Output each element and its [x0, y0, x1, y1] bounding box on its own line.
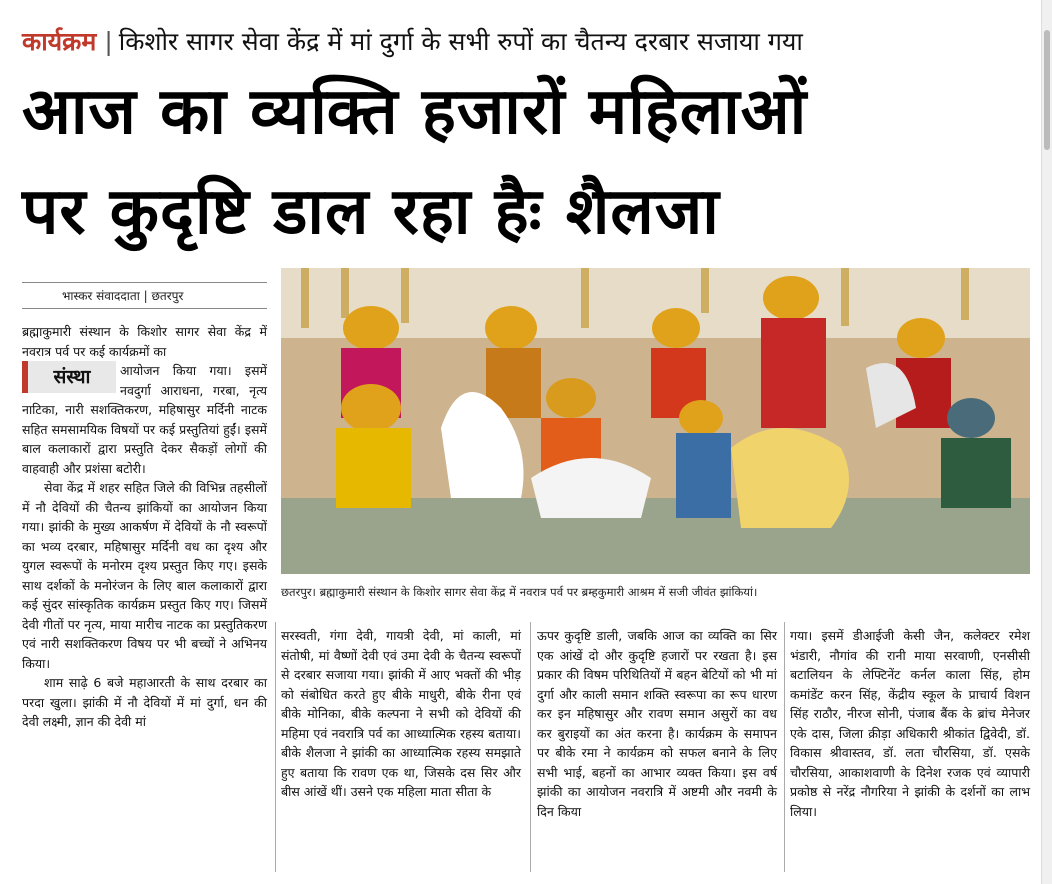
paragraph-2: सेवा केंद्र में शहर सहित जिले की विभिन्न तहसीलों में नौ देवियों की चैतन्य झांकियों का आयोजन किया गया। झांकी के मुख्य आकर्षण में देवियों के नौ स्वरूपों का भव्य दरबार, महिषासुर मर्दिनी वध का दृश्य और युगल स्वरूपों के मनोरम दृश्य प्रस्तुत किए गए। इसके साथ दर्शकों के मनोरंजन के लिए बाल कलाकारों द्वारा कई सुंदर सांस्कृतिक कार्यक्रम प्रस्तुत किए गए। जिसमें देवी गीतों पर नृत्य, माया मारीच नाटक का प्रस्तुतिकरण एवं नारी सशक्तिकरण विषय पर भी बच्चों ने अभिनय किया।: [22, 480, 267, 671]
event-photo: [281, 268, 1030, 574]
column-4-text: गया। इसमें डीआईजी केसी जैन, कलेक्टर रमेश भंडारी, नौगांव की रानी माया सरवाणी, एनसीसी बटालियन के लेफ्टिनेंट कर्नल काला सिंह, होम कमांडेंट करन सिंह, केंद्रीय स्कूल के प्राचार्य विशन सिंह राठौर, नीरज सोनी, पंजाब बैंक के ब्रांच मेनेजर एके दास, जिला क्रीड़ा अधिकारी श्रीकांत द्विवेदी, डॉ. विकास श्रीवास्तव, डॉ. लता चौरसिया, डॉ. एसके चौरसिया, आकाशवाणी के दिनेश रजक एवं व्यापारी प्रकोष्ठ से नरेंद्र नौगरिया ने झांकी के दर्शनों का लाभ लिया।: [790, 628, 1030, 819]
vertical-scrollbar[interactable]: [1041, 0, 1052, 884]
column-2-text: सरस्वती, गंगा देवी, गायत्री देवी, मां काली, मां संतोषी, मां वैष्णों देवी एवं उमा देवी के चैतन्य स्वरूपों से दरबार सजाया गया। झांकी में आए भक्तों की भीड़ को संबोधित करते हुए बीके माधुरी, बीके रीना एवं बीके मोनिका, बीके कल्पना ने सभी को देवियों की महिमा एवं नवरात्रि पर्व का आध्यात्मिक रहस्य बताया। बीके शैलजा ने झांकी का आध्यात्मिक रहस्य समझाते हुए बताया कि रावण एक था, जिसके दस सिर और बीस आंखें थीं। उसने एक महिला माता सीता के: [281, 628, 521, 799]
kicker: [22, 22, 1032, 62]
kicker-tag: कार्यक्रम: [22, 27, 97, 56]
headline-line-1: आज का व्यक्ति हजारों महिलाओं: [22, 75, 808, 149]
headline-line-2: पर कुदृष्टि डाल रहा हैः शैलजा: [22, 175, 720, 249]
article-column-2: [281, 626, 521, 802]
column-divider-2: [530, 622, 531, 872]
byline: भास्कर संवाददाता | छतरपुर: [22, 282, 267, 309]
article-column-3: [537, 626, 777, 821]
paragraph-1-lead: ब्रह्माकुमारी संस्थान के किशोर सागर सेवा केंद्र में नवरात्र पर्व पर कई कार्यक्रमों का: [22, 324, 267, 359]
column-divider-1: [275, 622, 276, 872]
scrollbar-thumb[interactable]: [1044, 30, 1050, 150]
article-column-1: [22, 322, 267, 732]
photo-caption: छतरपुर। ब्रह्माकुमारी संस्थान के किशोर सागर सेवा केंद्र में नवरात्र पर्व पर ब्रम्हकुमारी आश्रम में सजी जीवंत झांकियां।: [281, 585, 758, 599]
column-3-text: ऊपर कुदृष्टि डाली, जबकि आज का व्यक्ति का सिर एक आंखें दो और कुदृष्टि हजारों पर रखता है। इस प्रकार की विषम परिथितियों में बहन बेटियों को भी मां दुर्गा और काली समान शक्ति स्वरूपा का रूप धारण कर इन महिषासुर और रावण समान असुरों का वध कर बुराइयों का अंत करना है। कार्यक्रम के समापन पर बीके रमा ने कार्यक्रम को सफल बनाने के लिए सभी भाई, बहनों का आभार व्यक्त किया। इस वर्ष झांकी का आयोजन नवरात्रि में अष्टमी और नवमी के दिन किया: [537, 628, 777, 819]
paragraph-3: शाम साढ़े 6 बजे महाआरती के साथ दरबार का परदा खुला। झांकी में नौ देवियों में मां दुर्गा, धन की देवी लक्ष्मी, ज्ञान की देवी मां: [22, 675, 267, 729]
section-badge: संस्था: [22, 361, 116, 393]
kicker-text: किशोर सागर सेवा केंद्र में मां दुर्गा के सभी रुपों का चैतन्य दरबार सजाया गया: [118, 27, 803, 56]
column-divider-3: [784, 622, 785, 872]
photo-illustration: [281, 268, 1030, 574]
article-column-4: [790, 626, 1030, 821]
paragraph-1-rest: आयोजन किया गया। इसमें नवदुर्गा आराधना, गरबा, नृत्य नाटिका, नारी सशक्तिकरण, महिषासुर मर्दिनी नाटक सहित समसामयिक विषयों पर कई प्रस्तुतियां हुईं। इसमें बाल कलाकारों द्वारा प्रस्तुति देकर सैकड़ों लोगों की वाहवाही और प्रशंसा बटोरी।: [22, 363, 267, 476]
kicker-separator: |: [104, 27, 113, 56]
